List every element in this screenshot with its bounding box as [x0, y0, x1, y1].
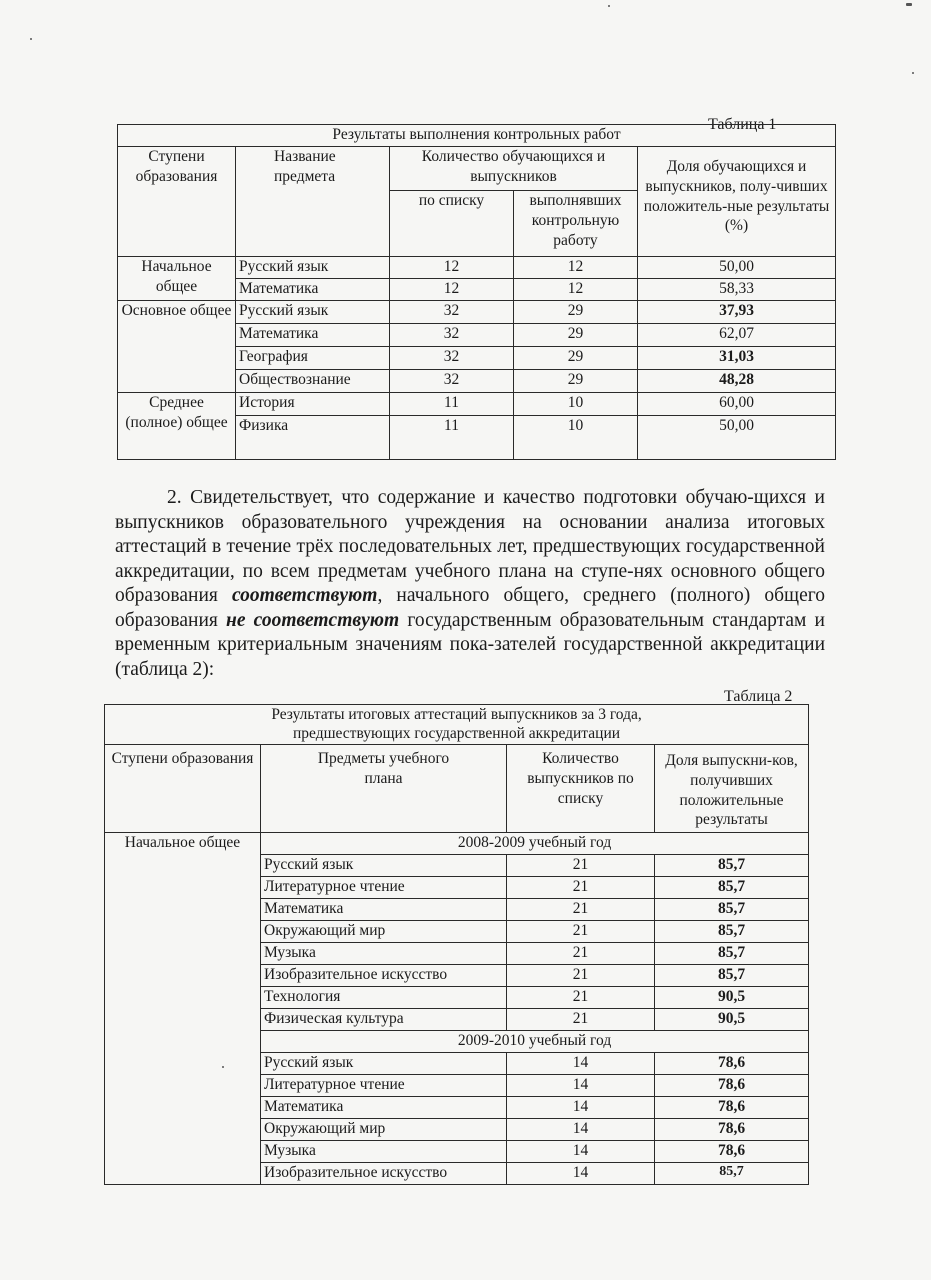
- table2-title-line2: предшествующих государственной аккредитации: [292, 724, 621, 742]
- share-cell: 62,07: [638, 324, 836, 347]
- listed-cell: 32: [390, 370, 514, 393]
- subject-cell: Музыка: [261, 1141, 507, 1163]
- subject-cell: Физическая культура: [261, 1009, 507, 1031]
- subject-cell: Русский язык: [236, 257, 390, 279]
- table1-header-share: Доля обучающихся и выпускников, полу-чивших положитель-ные результаты (%): [638, 147, 836, 257]
- table2-label: Таблица 2: [724, 688, 793, 705]
- scan-speck: [906, 3, 912, 6]
- listed-cell: 11: [390, 393, 514, 416]
- count-cell: 14: [507, 1141, 655, 1163]
- results-table-1: [117, 124, 836, 460]
- table2-header-subjects: Предметы учебного плана: [261, 745, 507, 833]
- scan-speck: [608, 5, 610, 7]
- performed-cell: 10: [514, 416, 638, 460]
- subject-cell: Математика: [236, 279, 390, 301]
- performed-cell: 29: [514, 301, 638, 324]
- share-cell: 37,93: [638, 301, 836, 324]
- subject-cell: Музыка: [261, 943, 507, 965]
- listed-cell: 12: [390, 257, 514, 279]
- subject-cell: География: [236, 347, 390, 370]
- share-cell: 31,03: [638, 347, 836, 370]
- performed-cell: 10: [514, 393, 638, 416]
- subject-cell: Математика: [261, 1097, 507, 1119]
- share-cell: 58,33: [638, 279, 836, 301]
- performed-cell: 29: [514, 347, 638, 370]
- listed-cell: 32: [390, 347, 514, 370]
- share-cell: 90,5: [655, 987, 809, 1009]
- share-cell: 50,00: [638, 416, 836, 460]
- paragraph-text-3: государственным образовательным стандартам и временным критериальным значениям пока-зателей государственной аккредитации (таблица 2):: [115, 609, 825, 680]
- share-cell: 85,7: [655, 899, 809, 921]
- count-cell: 21: [507, 855, 655, 877]
- performed-cell: 29: [514, 370, 638, 393]
- table1-header-subject: Название предмета: [236, 147, 390, 257]
- subject-cell: Физика: [236, 416, 390, 460]
- table2-header-count: Количество выпускников по списку: [507, 745, 655, 833]
- listed-cell: 32: [390, 301, 514, 324]
- table1-title: Результаты выполнения контрольных работ: [118, 125, 836, 147]
- count-cell: 21: [507, 877, 655, 899]
- count-cell: 14: [507, 1119, 655, 1141]
- count-cell: 14: [507, 1075, 655, 1097]
- subject-cell: Русский язык: [236, 301, 390, 324]
- table2-header-share: Доля выпускни-ков, получивших положительные результаты: [655, 745, 809, 833]
- share-cell: 78,6: [655, 1097, 809, 1119]
- paragraph-text-1: 2. Свидетельствует, что содержание и качество подготовки обучаю-щихся и выпускников образовательного учреждения на основании анализа итоговых аттестаций в течение трёх последовательных лет, предшествующих государственной аккредитации, по всем предметам учебного плана на ступе-нях основного общего образования: [115, 487, 825, 606]
- subject-cell: Русский язык: [261, 855, 507, 877]
- share-cell: 85,7: [655, 921, 809, 943]
- count-cell: 21: [507, 965, 655, 987]
- subject-cell: Математика: [236, 324, 390, 347]
- table2-level-cell: Начальное общее: [105, 833, 261, 1185]
- share-cell: 85,7: [655, 965, 809, 987]
- count-cell: 14: [507, 1097, 655, 1119]
- share-cell: 78,6: [655, 1053, 809, 1075]
- table1-label: Таблица 1: [708, 116, 777, 133]
- count-cell: 21: [507, 899, 655, 921]
- subject-cell: Окружающий мир: [261, 1119, 507, 1141]
- share-cell: 78,6: [655, 1141, 809, 1163]
- count-cell: 14: [507, 1163, 655, 1185]
- subject-cell: Литературное чтение: [261, 877, 507, 899]
- performed-cell: 12: [514, 279, 638, 301]
- year-heading: 2008-2009 учебный год: [261, 833, 809, 855]
- count-cell: 21: [507, 987, 655, 1009]
- table1-header-performed: выполнявших контрольную работу: [514, 191, 638, 257]
- level-cell: Начальное общее: [118, 257, 236, 301]
- table2-title-line1: Результаты итоговых аттестаций выпускников за 3 года,: [271, 706, 642, 723]
- scan-speck: [30, 38, 32, 40]
- count-cell: 21: [507, 921, 655, 943]
- count-cell: 21: [507, 943, 655, 965]
- subject-cell: Обществознание: [236, 370, 390, 393]
- paragraph-emphasis-1: соответствуют: [231, 585, 378, 606]
- level-cell: Основное общее: [118, 301, 236, 393]
- paragraph-text-2: , начального общего, среднего (полного) общего образования: [115, 585, 825, 631]
- table1-header-level: Ступени образования: [118, 147, 236, 257]
- subject-cell: Литературное чтение: [261, 1075, 507, 1097]
- share-cell: 50,00: [638, 257, 836, 279]
- share-cell: 78,6: [655, 1119, 809, 1141]
- count-cell: 21: [507, 1009, 655, 1031]
- share-cell: 90,5: [655, 1009, 809, 1031]
- share-cell: 85,7: [655, 855, 809, 877]
- subject-cell: Изобразительное искусство: [261, 965, 507, 987]
- table1-header-count: Количество обучающихся и выпускников: [390, 147, 638, 191]
- table1-header-listed: по списку: [390, 191, 514, 257]
- listed-cell: 11: [390, 416, 514, 460]
- share-cell: 85,7: [655, 1163, 809, 1185]
- share-cell: 85,7: [655, 877, 809, 899]
- year-heading: 2009-2010 учебный год: [261, 1031, 809, 1053]
- subject-cell: История: [236, 393, 390, 416]
- count-cell: 14: [507, 1053, 655, 1075]
- listed-cell: 32: [390, 324, 514, 347]
- results-table-2: [104, 704, 809, 1185]
- share-cell: 48,28: [638, 370, 836, 393]
- subject-cell: Математика: [261, 899, 507, 921]
- table2-header-level: Ступени образования: [105, 745, 261, 833]
- performed-cell: 29: [514, 324, 638, 347]
- share-cell: 78,6: [655, 1075, 809, 1097]
- subject-cell: Технология: [261, 987, 507, 1009]
- subject-cell: Окружающий мир: [261, 921, 507, 943]
- performed-cell: 12: [514, 257, 638, 279]
- subject-cell: Русский язык: [261, 1053, 507, 1075]
- body-paragraph: [115, 486, 825, 682]
- level-cell: Среднее (полное) общее: [118, 393, 236, 460]
- paragraph-emphasis-2: не соответствуют: [226, 609, 400, 631]
- listed-cell: 12: [390, 279, 514, 301]
- share-cell: 60,00: [638, 393, 836, 416]
- subject-cell: Изобразительное искусство: [261, 1163, 507, 1185]
- scan-speck: [912, 72, 914, 74]
- share-cell: 85,7: [655, 943, 809, 965]
